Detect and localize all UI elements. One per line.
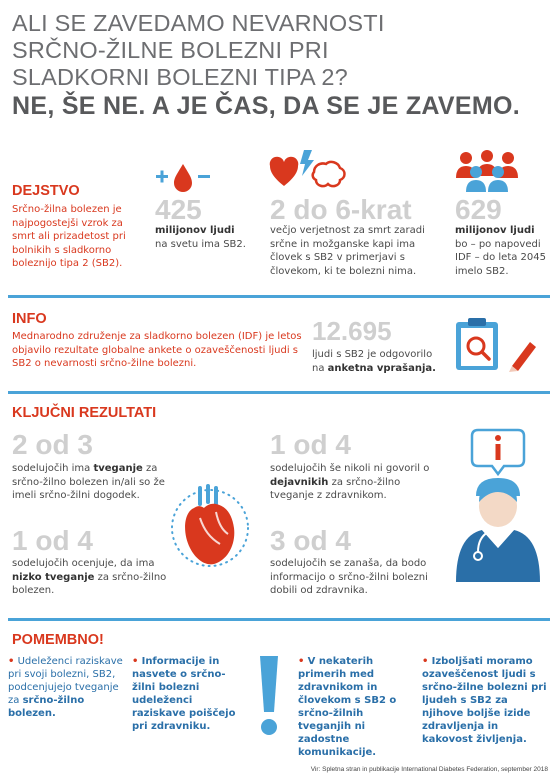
minus-icon bbox=[198, 175, 210, 178]
info-text: Mednarodno združenje za sladkorno bolezen (IDF) je letos objavilo rezultate globalne ankete o ozaveščenosti ljudi s SB2 o nevarnosti srčno-žilne bolezni. bbox=[12, 331, 302, 369]
headline: ALI SE ZAVEDAMO NEVARNOSTI SRČNO-ŽILNE BOLEZNI PRI SLADKORNI BOLEZNI TIPA 2? bbox=[12, 10, 385, 90]
anatomical-heart-icon bbox=[170, 478, 250, 576]
stat-629: 629 bbox=[455, 194, 502, 225]
plus-icon bbox=[156, 171, 168, 183]
stat-629-desc: milijonov ljudi bo – po napovedi IDF – do leta 2045 imelo SB2. bbox=[455, 225, 547, 277]
result-1-od-4-a: 1 od 4 bbox=[270, 429, 351, 460]
stat-2-do-6-desc: večjo verjetnost za smrt zaradi srčne in možganske kapi ima človek s SB2 v primerjavi s človekom, ki te bolezni nima. bbox=[270, 225, 425, 277]
result-2-od-3: 2 od 3 bbox=[12, 429, 93, 460]
stat-12695-desc: ljudi s SB2 je odgovorilo na anketna vprašanja. bbox=[312, 349, 436, 374]
pencil-icon bbox=[509, 342, 536, 372]
dejstvo-title: DEJSTVO bbox=[12, 183, 80, 199]
result-1-od-4-a-desc: sodelujočih še nikoli ni govoril o dejavnikih za srčno-žilno tveganje z zdravnikom. bbox=[270, 463, 430, 501]
divider-1 bbox=[8, 295, 550, 298]
divider-3 bbox=[8, 618, 550, 621]
result-1-od-4-b-desc: sodelujočih ocenjuje, da ima nizko tveganje za srčno-žilno bolezen. bbox=[12, 558, 167, 596]
heart-icon bbox=[270, 157, 299, 186]
clipboard-pencil-group-icon bbox=[452, 316, 540, 372]
result-3-od-4-desc: sodelujočih se zanaša, da bodo informacijo o srčno-žilni bolezni dobili od zdravnika. bbox=[270, 558, 428, 596]
pomembno-point-4: • Izboljšati moramo ozaveščenost ljudi s srčno-žilne bolezni pri ljudeh s SB2 za njihove boljše izide zdravljenja in kakovost življenja. bbox=[422, 656, 547, 745]
stat-2-do-6: 2 do 6-krat bbox=[270, 194, 412, 225]
blood-drop-icon bbox=[174, 164, 192, 192]
stat-12695: 12.695 bbox=[312, 316, 392, 346]
pomembno-title: POMEMBNO! bbox=[12, 632, 104, 648]
dejstvo-text: Srčno-žilna bolezen je najpogostejši vzrok za smrt ali prizadetost pri bolnikih s sladkorno boleznijo tipa 2 (SB2). bbox=[12, 204, 126, 269]
heart-brain-group-icon bbox=[268, 146, 348, 194]
lightning-icon bbox=[300, 150, 314, 176]
stat-425: 425 bbox=[155, 194, 202, 225]
kljucni-title: KLJUČNI REZULTATI bbox=[12, 405, 157, 421]
brain-icon bbox=[313, 162, 345, 186]
pomembno-point-1: • Udeleženci raziskave pri svoji bolezni, SB2, podcenjujejo tveganje za srčno-žilno bolezen. bbox=[8, 656, 123, 719]
divider-2 bbox=[8, 391, 550, 394]
result-1-od-4-b: 1 od 4 bbox=[12, 525, 93, 556]
source-note: Vir: Spletna stran in publikacije International Diabetes Federation, september 2018 bbox=[310, 766, 548, 773]
doctor-icon bbox=[448, 426, 548, 582]
result-2-od-3-desc: sodelujočih ima tveganje za srčno-žilno bolezen in/ali so že imeli srčno-žilni dogodek. bbox=[12, 463, 165, 501]
result-3-od-4: 3 od 4 bbox=[270, 525, 351, 556]
clipboard-icon bbox=[456, 318, 498, 370]
people-group-icon bbox=[452, 148, 522, 194]
pomembno-point-3: • V nekaterih primerih med zdravnikom in človekom s SB2 o srčno-žilnih tveganjih ni zadostne komunikacije. bbox=[298, 656, 397, 758]
pomembno-point-2: • Informacije in nasvete o srčno-žilni bolezni udeleženci raziskave poiščejo pri zdravniku. bbox=[132, 656, 236, 732]
headline-answer: NE, ŠE NE. A JE ČAS, DA SE JE ZAVEMO. bbox=[12, 92, 520, 120]
speech-bubble-icon bbox=[472, 430, 524, 474]
blood-drop-group-icon bbox=[153, 160, 213, 194]
stat-425-desc: milijonov ljudi na svetu ima SB2. bbox=[155, 225, 246, 250]
exclamation-icon bbox=[256, 654, 282, 738]
info-title: INFO bbox=[12, 311, 47, 327]
